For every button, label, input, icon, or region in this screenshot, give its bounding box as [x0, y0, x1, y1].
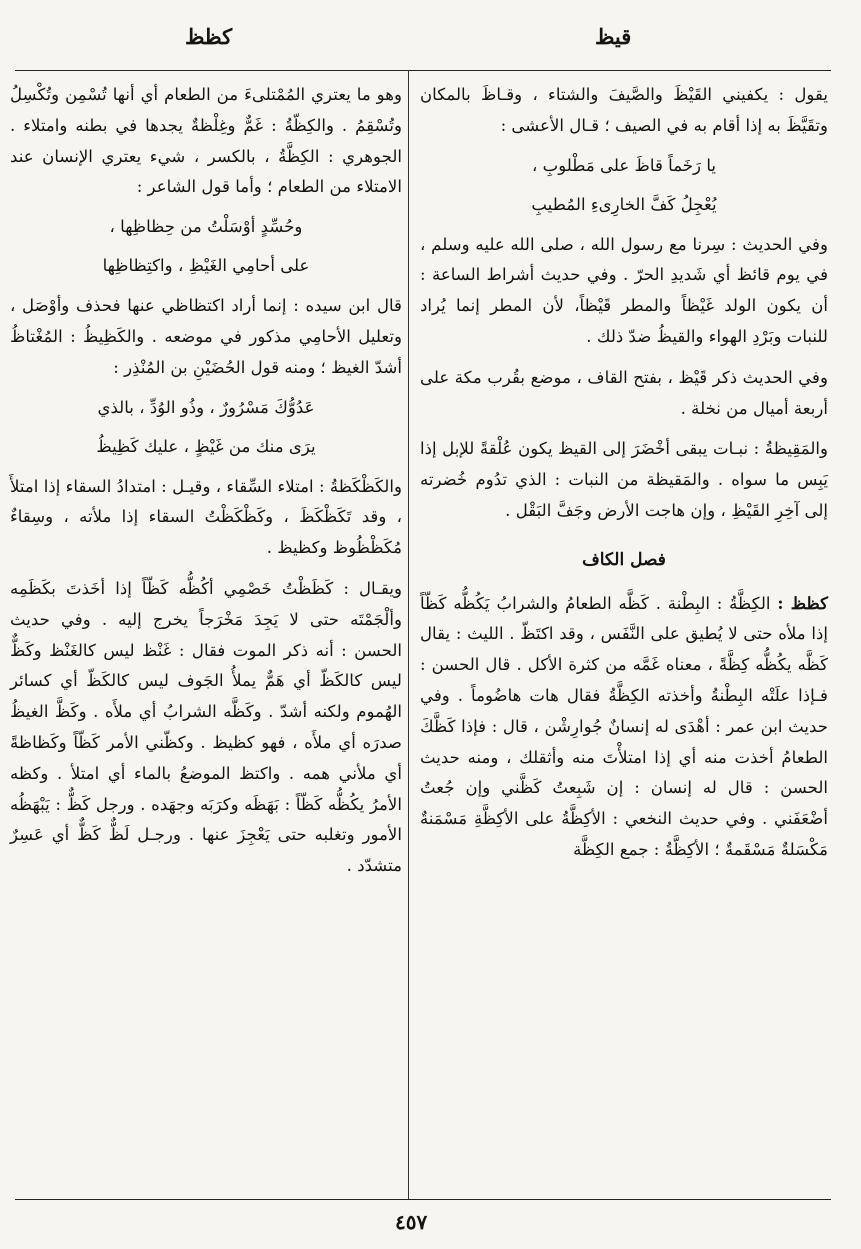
paragraph: وفي الحديث ذكر قَيْظ ، بفتح القاف ، موضع بقُرب مكة على أربعة أميال من نخلة .	[420, 367, 828, 418]
entry-paragraph	[420, 588, 828, 866]
paragraph: والكَظْكَظةُ : امتلاء السِّقاء ، وقيـل : امتدادُ السقاء إذا امتلأَ ، وقد تَكَظْكَظَ ، وكَظْكَظْتُ السقاء إذا ملأته ، وسِقاءٌ مُكَظْظُوظ وكظيظ .	[10, 476, 402, 558]
column-divider	[408, 70, 409, 1199]
right-column	[420, 80, 828, 868]
footer-rule	[15, 1199, 831, 1200]
verse-line: يا رَخَماً قاظَ على مَطْلوبِ ،	[531, 155, 717, 175]
verse-line: عَدُوُّكَ مَسْرُورٌ ، وذُو الوُدِّ ، بالذي	[97, 397, 315, 417]
verse-line: على أحامِي الغَيْظِ ، واكتِظاظِها	[102, 256, 310, 276]
section-title: فصل الكاف	[582, 549, 666, 570]
paragraph: ويقـال : كَظَظْتُ خَصْمِي أكُظُّه كَظّاً إذا أخَذتَ بكَظَمِه وألْجَمْتَه حتى لا يَجِدَ مَخْرَجاً يخرج إليه . وفي حديث الحسن : أنه ذكر الموت فقال : غَنْظ ليس كالغَنْظ وكَظٌّ ليس كالكَظّ أي هَمٌّ يملأُ الجَوف ليس كالكَظّ أي كسائر الهُموم ولكنه أشدّ . وكَظَّه الشرابُ أي ملأَه . وكَظَّ الغيظُ صدرَه أي ملأَه ، فهو كظيظ . وكظّني الأمر كَظّاً وكَظاظةً أي ملأني همه . واكتظ الموضعُ بالماء أي امتلأ . وكظه الأمرُ يكُظُّه كَظّاً : بَهَظَه وكرَبَه وجهَده . ورجل كَظٌّ : يَبْهَظُه الأمور وتغلبه حتى يَعْجِزَ عنها . ورجـل لَظٌّ كَظٌّ أي عَسِرٌ متشدّد .	[10, 578, 402, 876]
entry-headword: كظظ :	[777, 592, 828, 613]
paragraph: قال ابن سيده : إنما أراد اكتظاظي عنها فحذف وأوْصَل ، وتعليل الأحامِي مذكور في موضعه . والكَظِيظُ : المُغْتاظُ أشدّ الغيظ ؛ ومنه قول الحُضَيْنِ بن المُنْذِر :	[10, 296, 402, 377]
verse-line: وحُسِّدٍ أوْسَلْتُ من حِظاظِها ،	[109, 217, 303, 237]
paragraph: يقول : يكفيني القَيْظَ والصَّيفَ والشتاء ، وقـاظَ بالمكان وتقَيَّظَ به إذا أقام به في الصيف ؛ قـال الأعشى :	[420, 85, 828, 135]
page-number: ٤٥٧	[395, 1210, 428, 1234]
entry-text: الكِظَّةُ : البِطْنة . كَظَّه الطعامُ والشرابُ يَكُظُّه كَظّاً إذا ملأه حتى لا يُطيق على النَّفَس ، وقد اكتَظّ . الليث : يقال كَظَّه يكُظُّه كِظَّةً ، معناه غَمَّه من كثرة الأكل . قال الحسن : فـإذا علَتْه البِطْنةُ وأخذته الكِظَّةُ فقال هات هاضُوماً . وفي حديث ابن عمر : أهْدَى له إنسانٌ جُوارِشْن ، قال : فإذا كَظَّكَ الطعامُ أخذت منه أي إذا امتلأْتَ منه وأثقلك ، ومنه حديث الحسن : قال له إنسان : إن شَبِعتُ كَظَّني وإن جُعتُ أضْعَفَني . وفي حديث النخعي : الأكِظَّةُ على الأكِظَّةِ مَسْمَنةٌ مَكْسَلةٌ مَسْقَمةٌ ؛ الأكِظَّةُ : جمع الكِظَّة	[420, 593, 828, 859]
paragraph: والمَقِيظةُ : نبـات يبقى أخْضَرَ إلى القيظ يكون عُلْقةً للإبل إذا يَبِس ما سواه . والمَقيظة من النبات : الذي تدُوم خُضرته إلى آخِرِ القَيْظِ ، وإن هاجت الأرض وجَفَّ البَقْل .	[420, 439, 828, 520]
header-rule	[15, 70, 831, 71]
verse-line: يرَى منك من غَيْظٍ ، عليك كَظِيظُ	[96, 436, 316, 456]
running-header-right: قيظ	[595, 24, 632, 49]
paragraph: وفي الحديث : سِرنا مع رسول الله ، صلى الله عليه وسلم ، في يوم قائظ أي شَديدِ الحرّ . وفي حديث أشراط الساعة : أن يكون الولد غَيْظاً والمطر قَيْظاً، لأن المطر إنما يُراد للنبات وبَرْدِ الهواء والقيظُ ضدّ ذلك .	[420, 234, 828, 346]
running-header-left: كظظ	[185, 24, 233, 49]
left-column	[10, 80, 402, 884]
paragraph: وهو ما يعتري المُمْتلىءَ من الطعام أي أنها تُسْمِن وتُكْسِلُ وتُسْقِمُ . والكِظّةُ : غَمٌّ وغِلْظةٌ يجدها في بطنه وامتلاء . الجوهري : الكِظَّةُ ، بالكسر ، شيء يعتري الإنسان عند الامتلاء من الطعام ؛ وأما قول الشاعر :	[10, 85, 402, 197]
verse-line: يُعْجِلُ كَفَّ الخارِىءِ المُطيبِ	[531, 194, 717, 214]
